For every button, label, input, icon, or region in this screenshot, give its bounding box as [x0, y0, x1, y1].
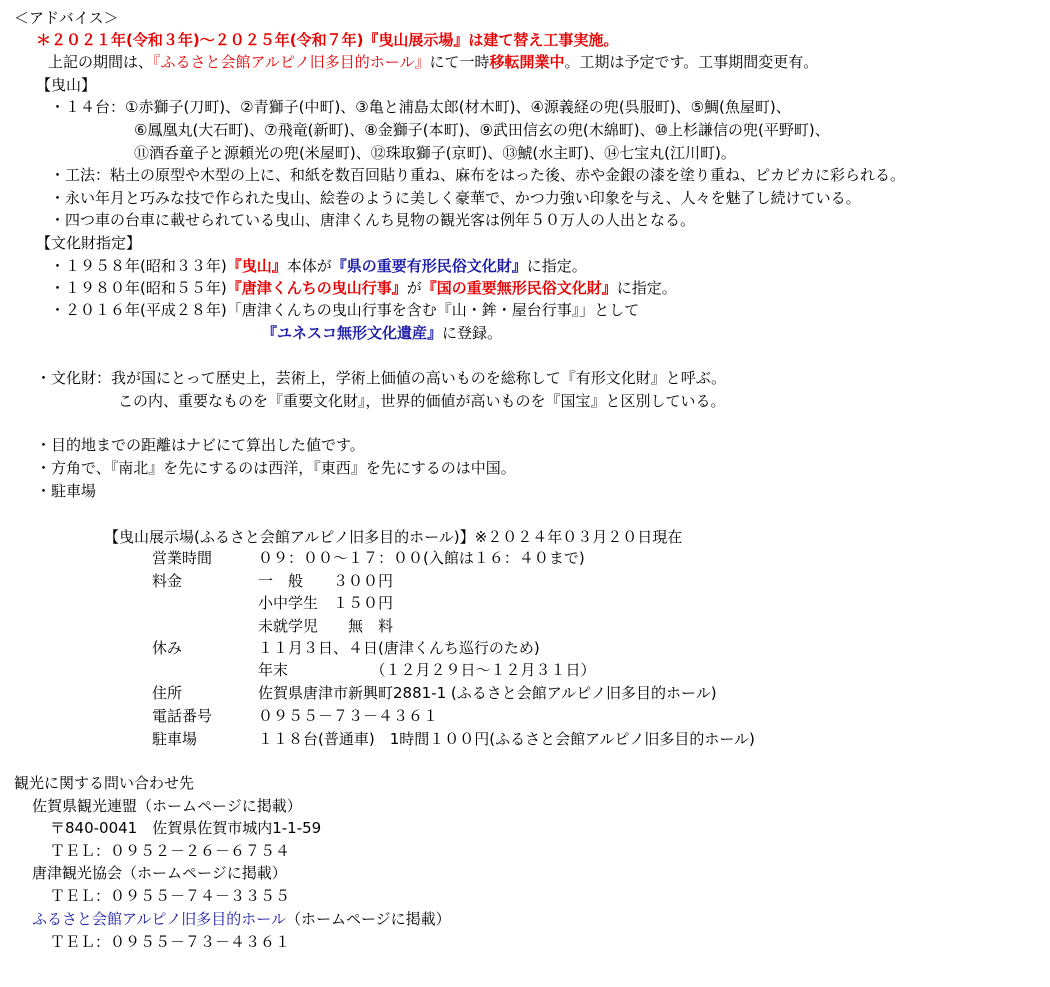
- hikiyama-list-1: ・１４台：①赤獅子(刀町)、②青獅子(中町)、③亀と浦島太郎(材木町)、④源義経の兜(呉服町)、⑤鯛(魚屋町)、: [50, 98, 791, 116]
- facility-title: 【曳山展示場(ふるさと会館アルピノ旧多目的ホール)】※２０２４年０３月２０日現在: [104, 528, 683, 546]
- saga-tourism-tel: ＴＥＬ：０９５２－２６－６７５４: [50, 842, 291, 860]
- advice-heading: ＜アドバイス＞: [14, 9, 119, 27]
- cultural-1958-end: に指定。: [526, 257, 587, 275]
- closed-yearend: 年末 （１２月２９日～１２月３１日）: [258, 661, 596, 679]
- relocation-text-2: にて一時: [429, 53, 490, 71]
- hikiyama-description: ・永い年月と巧みな技で作られた曳山、絵巻のように美しく豪華で、かつ力強い印象を与え、人々を魅了し続けている。: [50, 189, 861, 207]
- cultural-1958: [50, 256, 587, 276]
- relocation-text-1: 上記の期間は、: [48, 53, 154, 71]
- hours-label: 営業時間: [152, 549, 213, 567]
- cultural-1958-designation: 『県の重要有形民俗文化財』: [331, 257, 527, 275]
- contacts-heading: 観光に関する問い合わせ先: [14, 774, 195, 792]
- construction-notice: ＊２０２１年(令和３年)～２０２５年(令和７年)『曳山展示場』は建て替え工事実施。: [36, 31, 619, 49]
- parking-value: １１８台(普通車) 1時間１００円(ふるさと会館アルピノ旧多目的ホール): [258, 730, 755, 748]
- phone-value: ０９５５－７３－４３６１: [258, 707, 439, 725]
- cultural-1980-year: ・１９８０年(昭和５５年): [50, 279, 227, 297]
- relocation-text-3: 。工期は予定です。工事期間変更有。: [564, 53, 819, 71]
- hikiyama-visitors: ・四つ車の台車に載せられている曳山、唐津くんち見物の観光客は例年５０万人の人出となる。: [50, 211, 696, 229]
- address-label: 住所: [152, 684, 183, 702]
- hikiyama-list-2: ⑥鳳凰丸(大石町)、⑦飛竜(新町)、⑧金獅子(本町)、⑨武田信玄の兜(木綿町)、⑩上杉謙信の兜(平野町)、: [134, 121, 830, 139]
- closed-kunchi: １１月３日、４日(唐津くんち巡行のため): [258, 639, 540, 657]
- relocation-notice: [48, 52, 818, 72]
- distance-note: ・目的地までの距離はナビにて算出した値です。: [36, 436, 365, 454]
- cultural-1958-name: 『曳山』: [226, 257, 287, 275]
- karatsu-tourism-tel: ＴＥＬ：０９５５－７４－３３５５: [50, 887, 291, 905]
- unesco-designation: 『ユネスコ無形文化遺産』: [262, 324, 443, 342]
- cultural-1958-text: 本体が: [286, 257, 332, 275]
- cultural-1980: [50, 278, 677, 298]
- parking-label: 駐車場: [152, 730, 198, 748]
- cultural-1980-text: が: [406, 279, 422, 297]
- cultural-2016-unesco: [262, 323, 502, 343]
- cultural-2016: ・２０１６年(平成２８年)「唐津くんちの曳山行事を含む『山・鉾・屋台行事』」として: [50, 301, 640, 319]
- hikiyama-list-3: ⑪酒呑童子と源頼光の兜(米屋町)、⑫珠取獅子(京町)、⑬鯱(水主町)、⑭七宝丸(江川町)。: [134, 144, 736, 162]
- alpino-note: （ホームページに掲載）: [285, 910, 451, 928]
- relocation-status: 移転開業中: [489, 53, 565, 71]
- alpino-tel: ＴＥＬ：０９５５－７３－４３６１: [50, 933, 291, 951]
- cultural-1958-year: ・１９５８年(昭和３３年): [50, 257, 227, 275]
- parking-note: ・駐車場: [36, 482, 97, 500]
- cultural-1980-end: に指定。: [616, 279, 677, 297]
- cultural-heading: 【文化財指定】: [36, 234, 142, 252]
- saga-tourism-address: 〒840-0041 佐賀県佐賀市城内1-1-59: [50, 819, 322, 837]
- alpino-link[interactable]: ふるさと会館アルピノ旧多目的ホール: [32, 910, 286, 928]
- bunkazai-note-2: この内、重要なものを『重要文化財』，世界的価値が高いものを『国宝』と区別している。: [118, 392, 726, 410]
- fee-student: 小中学生 １５０円: [258, 594, 394, 612]
- hikiyama-method: ・工法：粘土の原型や木型の上に、和紙を数百回貼り重ね、麻布をはった後、赤や金銀の漆を塗り重ね、ピカピカに彩られる。: [50, 166, 906, 184]
- cultural-1980-designation: 『国の重要無形民俗文化財』: [421, 279, 617, 297]
- fee-label: 料金: [152, 572, 183, 590]
- closed-label: 休み: [152, 639, 183, 657]
- relocation-venue: 『ふるさと会館アルピノ旧多目的ホール』: [153, 53, 430, 71]
- direction-note: ・方角で、『南北』を先にするのは西洋，『東西』を先にするのは中国。: [36, 459, 516, 477]
- fee-preschool: 未就学児 無 料: [258, 617, 394, 635]
- karatsu-tourism-name: 唐津観光協会（ホームページに掲載）: [32, 864, 287, 882]
- address-value: 佐賀県唐津市新興町2881-1 (ふるさと会館アルピノ旧多目的ホール): [258, 684, 717, 702]
- hours-value: ０９：００～１７：００(入館は１６：４０まで): [258, 549, 585, 567]
- fee-general: 一 般 ３００円: [258, 572, 394, 590]
- unesco-registration: に登録。: [442, 324, 503, 342]
- phone-label: 電話番号: [152, 707, 213, 725]
- bunkazai-note-1: ・文化財：我が国にとって歴史上，芸術上，学術上価値の高いものを総称して『有形文化財』と呼ぶ。: [36, 369, 727, 387]
- hikiyama-heading: 【曳山】: [36, 76, 97, 94]
- saga-tourism-name: 佐賀県観光連盟（ホームページに掲載）: [32, 797, 302, 815]
- cultural-1980-name: 『唐津くんちの曳山行事』: [226, 279, 407, 297]
- alpino-contact: [32, 909, 451, 929]
